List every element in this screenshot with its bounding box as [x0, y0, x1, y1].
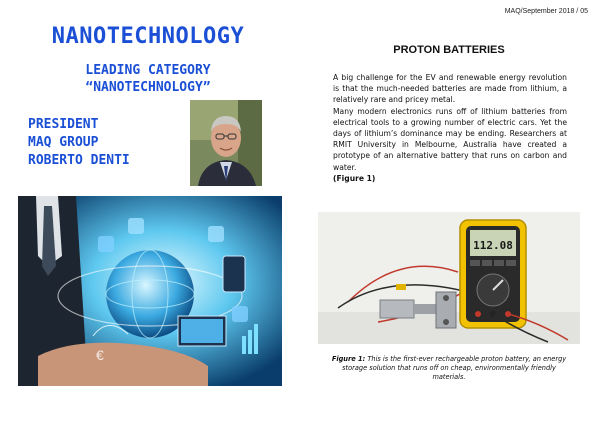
category-line-2: “NANOTECHNOLOGY” — [85, 80, 211, 95]
proton-battery-photo — [318, 212, 580, 344]
meter-reading: 112.08 — [473, 239, 513, 252]
author-org: MAQ GROUP — [28, 135, 99, 150]
caption-lead: Figure 1: — [331, 355, 366, 363]
author-name: ROBERTO DENTI — [28, 153, 130, 168]
page-reference: MAQ/September 2018 / 05 — [504, 8, 588, 15]
figure-photo — [318, 212, 580, 344]
category-line-1: LEADING CATEGORY — [85, 63, 211, 78]
svg-text:€: € — [96, 347, 104, 363]
article-title: PROTON BATTERIES — [393, 44, 505, 56]
hero-image — [18, 196, 282, 386]
author-portrait — [190, 100, 262, 186]
caption-text: This is the first-ever rechargeable proton battery, an energy storage solution that runs off on cheap, environmentally friendly materials. — [342, 355, 567, 381]
article-body — [333, 72, 567, 184]
article-paragraph-1: A big challenge for the EV and renewable energy revolution is that the much-needed batteries are made from lithium, a relatively rare and pricey metal. — [333, 73, 567, 105]
category-block — [28, 62, 268, 96]
portrait-icon — [190, 100, 262, 186]
author-role: PRESIDENT — [28, 117, 99, 132]
author-block — [28, 116, 130, 170]
hero-icon — [18, 196, 282, 386]
figure-caption — [328, 355, 570, 382]
article-paragraph-2: Many modern electronics runs off of lithium batteries from electrical tools to a growing number of electric cars. Yet the days of lithium’s dominance may be ending. Researchers at RMIT University in Melbourne, Australia have created a prototype of an alternative battery that runs on carbon and water. — [333, 106, 567, 172]
figure-reference: (Figure 1) — [333, 173, 376, 183]
page-title: NANOTECHNOLOGY — [51, 24, 245, 49]
